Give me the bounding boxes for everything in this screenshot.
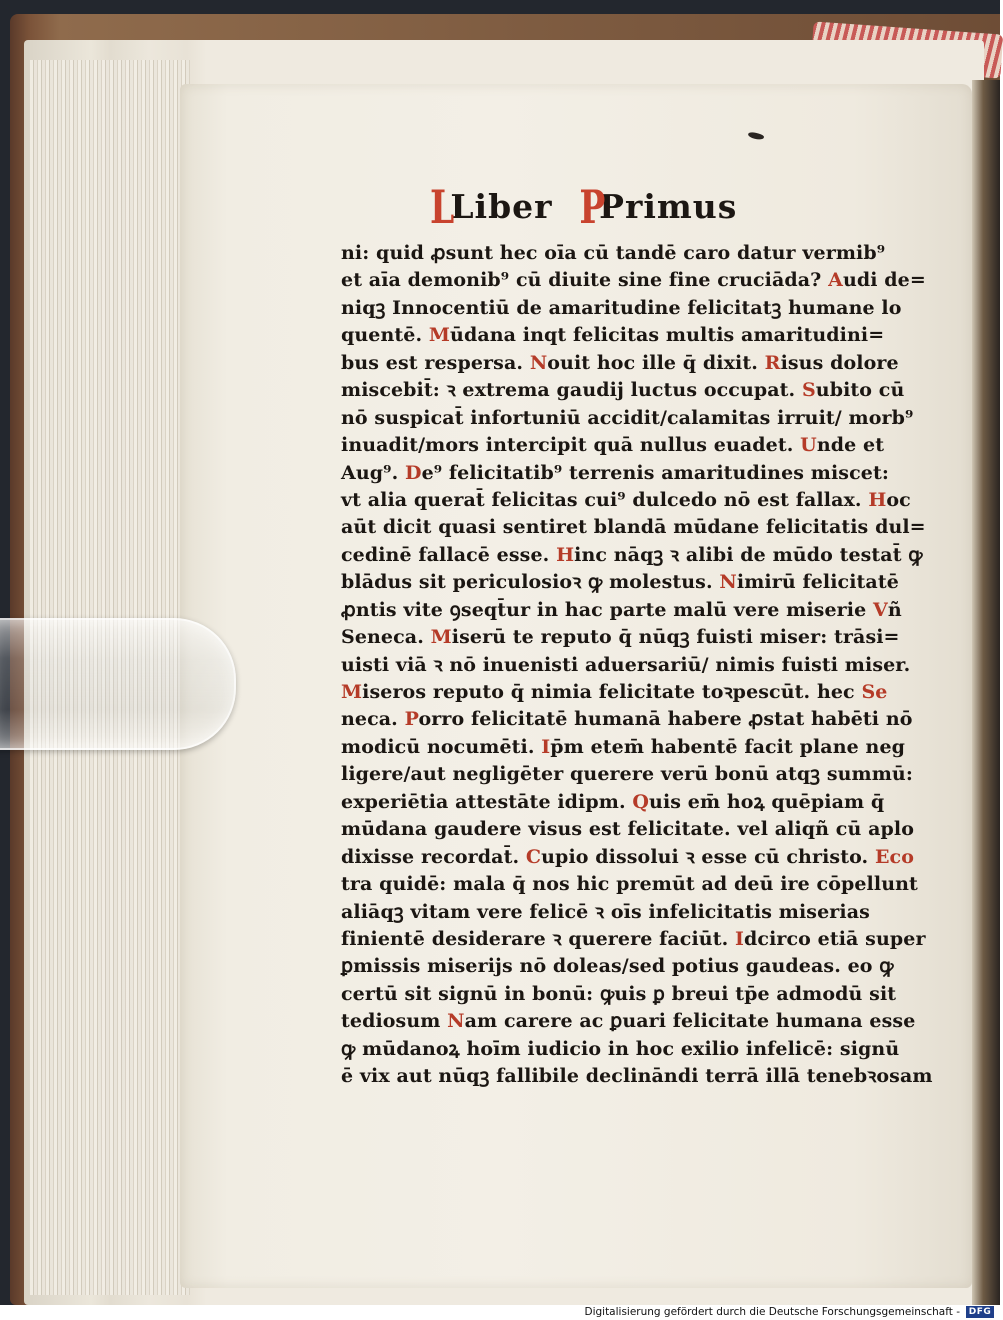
- text-run: miscebit̄: ꝛ extrema gaudij luctus occupat.: [341, 379, 802, 402]
- text-run: imirū felicitatē: [736, 571, 899, 594]
- running-head-initial-2: P: [578, 180, 605, 234]
- text-run: nō suspicat̄ infortuniū accidit/calamitas irruit/ morb⁹: [341, 406, 914, 429]
- text-line: [341, 953, 901, 980]
- rubricated-initial: Se: [861, 681, 888, 703]
- text-run: dcirco etiā super: [744, 927, 926, 950]
- rubricated-initial: Q: [632, 790, 650, 813]
- text-run: ꝓntis vite ꝯseqt̄ur in hac parte malū vere miserie: [341, 598, 873, 621]
- text-run: ligere/aut negligēter querere verū bonū atqꝫ summū:: [341, 763, 913, 786]
- text-line: [341, 871, 918, 898]
- text-line: [341, 816, 914, 843]
- text-line: [341, 734, 906, 761]
- text-run: mūdana gaudere visus est felicitate. vel aliqñ cū aplo: [341, 818, 914, 841]
- text-run: upio dissolui ꝛ esse cū christo.: [541, 845, 875, 868]
- text-run: uis em̄ hoꝝ quēpiam q̄: [649, 790, 885, 813]
- text-run: niqꝫ Innocentiū de amaritudine felicitatꝫ humane lo: [341, 296, 902, 319]
- rubricated-initial: P: [404, 708, 419, 731]
- text-line: [341, 569, 901, 596]
- text-run: certū sit signū in bonū: ꝙuis ꝑ breui tp̄e admodū sit: [341, 982, 897, 1005]
- text-run: experiētia attestāte idipm.: [341, 790, 633, 813]
- text-run: tediosum: [341, 1010, 448, 1033]
- text-run: blādus sit periculosioꝛ ꝙ molestus.: [341, 571, 720, 594]
- rubricated-initial: R: [764, 351, 781, 374]
- text-run: ꝙ mūdanoꝝ hoīm iudicio in hoc exilio infelicē: signū: [341, 1037, 900, 1060]
- rubricated-initial: N: [719, 571, 737, 594]
- text-run: uisti viā ꝛ nō inuenisti aduersariū/ nimis fuisti miser.: [341, 653, 911, 676]
- text-run: p̄m etem̄ habentē facit plane neg: [550, 735, 906, 758]
- text-run: ñ: [887, 598, 902, 621]
- text-run: Seneca.: [341, 626, 431, 649]
- text-line: [341, 1008, 916, 1035]
- text-run: neca.: [341, 708, 405, 731]
- text-run: ouit hoc ille q̄ dixit.: [547, 351, 765, 374]
- running-head-word-2: Primus: [599, 187, 738, 226]
- text-run: tra quidē: mala q̄ nos hic premūt ad deū ire cōpellunt: [341, 873, 918, 896]
- rubricated-initial: U: [800, 434, 817, 457]
- rubricated-initial: N: [529, 351, 548, 374]
- running-head-word-1: Liber: [450, 187, 553, 226]
- text-line: [341, 350, 901, 377]
- text-run: ni: quid ꝓsunt hec oīa cū tandē caro datur vermib⁹: [341, 242, 886, 264]
- text-run: ꝑmissis miserijs nō doleas/sed potius gaudeas. eo ꝙ: [341, 955, 894, 978]
- text-line: [341, 514, 926, 541]
- page-holder-clip: [0, 618, 236, 750]
- text-run: finientē desiderare ꝛ querere faciūt.: [341, 927, 736, 950]
- rubricated-initial: Eco: [874, 845, 914, 868]
- text-run: udi de=: [842, 269, 926, 292]
- text-line: [341, 1063, 933, 1090]
- text-run: e⁹ felicitatib⁹ terrenis amaritudines miscet:: [421, 461, 889, 484]
- text-line: [341, 240, 901, 267]
- text-run: orro felicitatē humanā habere ꝓstat habēti nō: [418, 708, 913, 731]
- text-run: oc: [886, 488, 911, 511]
- credit-footer: [0, 1305, 1000, 1320]
- text-run: aliāqꝫ vitam vere felicē ꝛ oīs infelicitatis miserias: [341, 900, 870, 923]
- text-run: am carere ac ꝑuari felicitate humana esse: [464, 1010, 916, 1033]
- rubricated-initial: H: [556, 543, 575, 566]
- text-run: nde et: [816, 434, 885, 457]
- text-run: bus est respersa.: [341, 351, 530, 374]
- rubricated-initial: M: [341, 681, 363, 703]
- text-run: iseros reputo q̄ nimia felicitate toꝛpescūt. hec: [362, 681, 862, 703]
- text-column: [341, 240, 933, 1091]
- text-run: inuadit/mors intercipit quā nullus euadet.: [341, 434, 801, 457]
- text-line: [341, 487, 911, 514]
- text-line: [341, 706, 913, 733]
- text-run: ē vix aut nūqꝫ fallibile declināndi terrā illā tenebꝛosam: [341, 1065, 933, 1088]
- text-line: [341, 844, 914, 871]
- text-run: isus dolore: [780, 351, 899, 374]
- rubricated-initial: C: [525, 845, 542, 868]
- running-head: [426, 180, 738, 234]
- text-line: [341, 432, 901, 459]
- text-line: [341, 377, 905, 404]
- text-line: [341, 679, 901, 706]
- text-line: [341, 405, 914, 432]
- dfg-logo: DFG: [966, 1306, 994, 1318]
- text-line: [341, 1036, 901, 1063]
- rubricated-initial: M: [428, 324, 451, 347]
- text-line: [341, 267, 926, 294]
- rubricated-initial: S: [801, 379, 816, 402]
- text-run: ubito cū: [815, 379, 905, 402]
- rubricated-initial: D: [405, 461, 422, 484]
- text-line: [341, 460, 901, 487]
- text-line: [341, 597, 901, 624]
- text-line: [341, 926, 926, 953]
- rubricated-initial: H: [868, 488, 887, 511]
- running-head-initial-1: L: [430, 180, 455, 234]
- text-run: iserū te reputo q̄ nūqꝫ fuisti miser: trāsi=: [451, 626, 900, 649]
- text-line: [341, 322, 901, 349]
- text-run: quentē.: [341, 324, 429, 347]
- rubricated-initial: I: [735, 927, 745, 950]
- text-line: [341, 542, 923, 569]
- text-line: [341, 789, 901, 816]
- text-run: cedinē fallacē esse.: [341, 543, 557, 566]
- text-line: [341, 761, 913, 788]
- funding-credit: Digitalisierung gefördert durch die Deutsche Forschungsgemeinschaft -: [584, 1306, 960, 1318]
- text-run: et aīa demonib⁹ cū diuite sine fine cruciāda?: [341, 269, 829, 292]
- rubricated-initial: I: [541, 735, 551, 758]
- text-run: ūdana inqt felicitas multis amaritudini=: [450, 324, 885, 347]
- rubricated-initial: M: [430, 626, 452, 649]
- text-line: [341, 652, 911, 679]
- text-run: dixisse recordat̄.: [341, 845, 526, 868]
- rubricated-initial: V: [873, 598, 888, 621]
- text-run: modicū nocumēti.: [341, 735, 542, 758]
- text-run: aūt dicit quasi sentiret blandā mūdane felicitatis dul=: [341, 516, 926, 539]
- text-run: vt alia querat̄ felicitas cui⁹ dulcedo nō est fallax.: [341, 488, 869, 511]
- text-line: [341, 295, 901, 322]
- rubricated-initial: N: [447, 1010, 465, 1033]
- rubricated-initial: A: [828, 269, 843, 292]
- text-line: [341, 981, 901, 1008]
- text-run: Aug⁹.: [341, 461, 405, 484]
- text-run: inc nāqꝫ ꝛ alibi de mūdo testat̄ ꝙ: [574, 543, 923, 566]
- text-line: [341, 899, 901, 926]
- page-gutter: [972, 80, 1000, 1305]
- text-line: [341, 624, 901, 651]
